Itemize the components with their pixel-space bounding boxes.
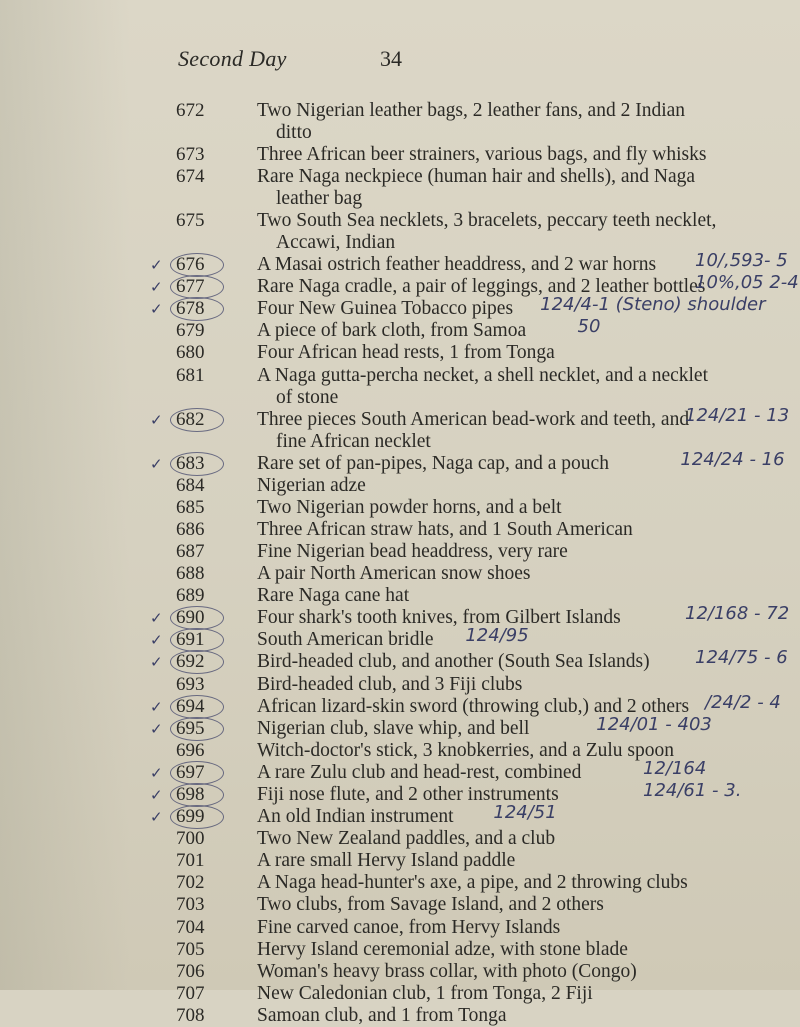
lot-number: 676	[176, 254, 236, 276]
tick-mark-icon: ✓	[150, 611, 163, 628]
lot-description: A Naga head-hunter's axe, a pipe, and 2 throwing clubs	[257, 872, 688, 894]
lot-row	[0, 166, 800, 210]
lot-number: 693	[176, 673, 205, 695]
lot-description: A rare Zulu club and head-rest, combined	[257, 761, 582, 783]
lot-number: 696	[176, 739, 205, 761]
lot-number: 673	[176, 144, 205, 165]
lot-description: Woman's heavy brass collar, with photo (Congo)	[257, 960, 637, 982]
lot-row	[0, 647, 800, 673]
tick-mark-icon: ✓	[150, 787, 163, 804]
lot-row	[0, 713, 800, 740]
lot-row	[0, 828, 800, 850]
lot-row	[0, 585, 800, 607]
lot-description-continued: leather bag	[276, 188, 363, 210]
lot-description-continued: ditto	[276, 122, 312, 143]
lot-description: Nigerian adze	[257, 474, 366, 496]
lot-row	[0, 294, 800, 320]
lot-number: 674	[176, 166, 205, 188]
lot-number: 699	[176, 806, 236, 828]
lot-number: 682	[176, 409, 236, 431]
lot-row	[0, 779, 800, 806]
lot-description: A Naga gutta-percha necket, a shell necklet, and a necklet	[257, 364, 708, 386]
tick-mark-icon: ✓	[150, 655, 163, 672]
lot-description: Fine Nigerian bead headdress, very rare	[257, 540, 568, 562]
lot-number: 702	[176, 872, 205, 894]
lot-description: Three pieces South American bead-work and teeth, and	[257, 408, 690, 430]
lot-number: 692	[176, 651, 236, 673]
handwritten-annotation: 124/75 - 6	[695, 647, 788, 669]
lot-number: 708	[176, 1004, 205, 1026]
lot-description: Two clubs, from Savage Island, and 2 others	[257, 894, 604, 916]
tick-mark-icon: ✓	[150, 699, 163, 716]
lot-number: 679	[176, 320, 205, 342]
lot-number: 680	[176, 342, 205, 364]
lot-number: 698	[176, 784, 236, 806]
lot-description: A rare small Hervy Island paddle	[257, 850, 516, 872]
handwritten-annotation: 12/164	[643, 757, 707, 779]
lot-row	[0, 475, 800, 497]
tick-mark-icon: ✓	[150, 633, 163, 650]
tick-mark-icon: ✓	[150, 258, 163, 275]
lot-description: Rare Naga cradle, a pair of leggings, and 2 leather bottles	[257, 276, 706, 298]
lot-number: 707	[176, 982, 205, 1004]
lot-number: 691	[176, 629, 236, 651]
lot-row	[0, 519, 800, 541]
lot-row	[0, 603, 800, 629]
handwritten-annotation: 124/21 - 13	[685, 404, 790, 426]
lot-description: Four African head rests, 1 from Tonga	[257, 342, 555, 364]
tick-mark-icon: ✓	[150, 456, 163, 473]
lot-number: 675	[176, 210, 205, 232]
lot-row	[0, 983, 800, 1005]
handwritten-annotation: 50	[577, 316, 601, 338]
lot-row	[0, 365, 800, 409]
lot-number: 694	[176, 696, 236, 718]
lot-description: Fine carved canoe, from Hervy Islands	[257, 916, 561, 938]
lot-description: Rare Naga cane hat	[257, 585, 410, 607]
lot-description: A pair North American snow shoes	[257, 563, 531, 585]
lot-row	[0, 448, 800, 475]
lot-row	[0, 802, 800, 828]
lot-description: Three African beer strainers, various bags, and fly whisks	[257, 144, 707, 165]
lot-row	[0, 250, 800, 276]
lot-description-continued: fine African necklet	[276, 430, 431, 452]
handwritten-annotation: 10/,593- 5	[695, 250, 788, 272]
handwritten-annotation: 12/168 - 72	[685, 603, 790, 625]
lot-description: Bird-headed club, and 3 Fiji clubs	[257, 673, 523, 695]
lot-row	[0, 541, 800, 563]
lot-number: 683	[176, 453, 236, 475]
lot-row	[0, 961, 800, 983]
tick-mark-icon: ✓	[150, 412, 163, 429]
lot-number: 677	[176, 276, 236, 298]
handwritten-annotation: 124/01 - 403	[596, 713, 712, 735]
lot-description: Bird-headed club, and another (South Sea Islands)	[257, 651, 650, 673]
lot-row	[0, 674, 800, 696]
tick-mark-icon: ✓	[150, 810, 163, 827]
lot-row	[0, 850, 800, 872]
lot-description: Two South Sea necklets, 3 bracelets, peccary teeth necklet,	[257, 210, 717, 232]
lot-row	[0, 342, 800, 364]
lot-number: 704	[176, 916, 205, 938]
lot-description: South American bridle	[257, 629, 434, 651]
lot-description: An old Indian instrument	[257, 806, 454, 828]
lot-description: Samoan club, and 1 from Tonga	[257, 1004, 507, 1026]
tick-mark-icon: ✓	[150, 765, 163, 782]
lot-number: 687	[176, 540, 205, 562]
lot-description: Two Nigerian powder horns, and a belt	[257, 496, 562, 518]
lot-list	[0, 100, 800, 1027]
lot-number: 681	[176, 364, 205, 386]
lot-number: 678	[176, 298, 236, 320]
lot-row	[0, 497, 800, 519]
tick-mark-icon: ✓	[150, 280, 163, 297]
lot-number: 701	[176, 850, 205, 872]
lot-description: Rare set of pan-pipes, Naga cap, and a pouch	[257, 452, 609, 474]
lot-description: Three African straw hats, and 1 South American	[257, 518, 633, 540]
lot-row	[0, 917, 800, 939]
lot-number: 697	[176, 762, 236, 784]
handwritten-annotation: 124/95	[465, 625, 529, 647]
lot-description: Two New Zealand paddles, and a club	[257, 828, 556, 850]
lot-number: 684	[176, 474, 205, 496]
lot-description: Four shark's tooth knives, from Gilbert Islands	[257, 607, 621, 629]
lot-number: 686	[176, 518, 205, 540]
lot-number: 706	[176, 960, 205, 982]
lot-description: Four New Guinea Tobacco pipes	[257, 298, 514, 320]
lot-row	[0, 210, 800, 254]
lot-number: 685	[176, 496, 205, 518]
lot-description: New Caledonian club, 1 from Tonga, 2 Fiji	[257, 982, 593, 1004]
lot-row	[0, 939, 800, 961]
lot-description: Fiji nose flute, and 2 other instruments	[257, 783, 559, 805]
handwritten-annotation: 124/4-1 (Steno) shoulder	[540, 294, 766, 316]
lot-description-continued: of stone	[276, 386, 339, 408]
lot-description: African lizard-skin sword (throwing club,) and 2 others	[257, 695, 690, 717]
lot-row	[0, 1005, 800, 1027]
lot-number: 690	[176, 607, 236, 629]
lot-description: Hervy Island ceremonial adze, with stone blade	[257, 938, 628, 960]
lot-number: 695	[176, 718, 236, 740]
lot-row	[0, 872, 800, 894]
tick-mark-icon: ✓	[150, 302, 163, 319]
lot-description: A Masai ostrich feather headdress, and 2 war horns	[257, 254, 657, 276]
handwritten-annotation: 10%,05 2-4	[695, 272, 799, 294]
lot-row	[0, 404, 800, 453]
lot-row	[0, 144, 800, 166]
lot-description: Rare Naga neckpiece (human hair and shells), and Naga	[257, 166, 696, 188]
handwritten-annotation: 124/24 - 16	[680, 448, 785, 470]
day-heading: Second Day	[178, 46, 287, 71]
lot-number: 672	[176, 100, 205, 121]
lot-description: Two Nigerian leather bags, 2 leather fans, and 2 Indian	[257, 100, 686, 121]
lot-number: 689	[176, 585, 205, 607]
lot-number: 705	[176, 938, 205, 960]
handwritten-annotation: 124/51	[493, 802, 557, 824]
lot-row	[0, 625, 800, 651]
tick-mark-icon: ✓	[150, 721, 163, 738]
lot-number: 703	[176, 894, 205, 916]
lot-number: 700	[176, 828, 205, 850]
handwritten-annotation: /24/2 - 4	[705, 691, 781, 713]
handwritten-annotation: 124/61 - 3.	[643, 779, 742, 801]
lot-row	[0, 894, 800, 916]
lot-row	[0, 563, 800, 585]
lot-row	[0, 100, 800, 144]
lot-description: Witch-doctor's stick, 3 knobkerries, and a Zulu spoon	[257, 739, 675, 761]
lot-row	[0, 316, 800, 342]
lot-description: Nigerian club, slave whip, and bell	[257, 717, 530, 739]
page-number: 34	[380, 46, 402, 71]
lot-description: A piece of bark cloth, from Samoa	[257, 320, 527, 342]
lot-description-continued: Accawi, Indian	[276, 232, 396, 254]
lot-number: 688	[176, 563, 205, 585]
